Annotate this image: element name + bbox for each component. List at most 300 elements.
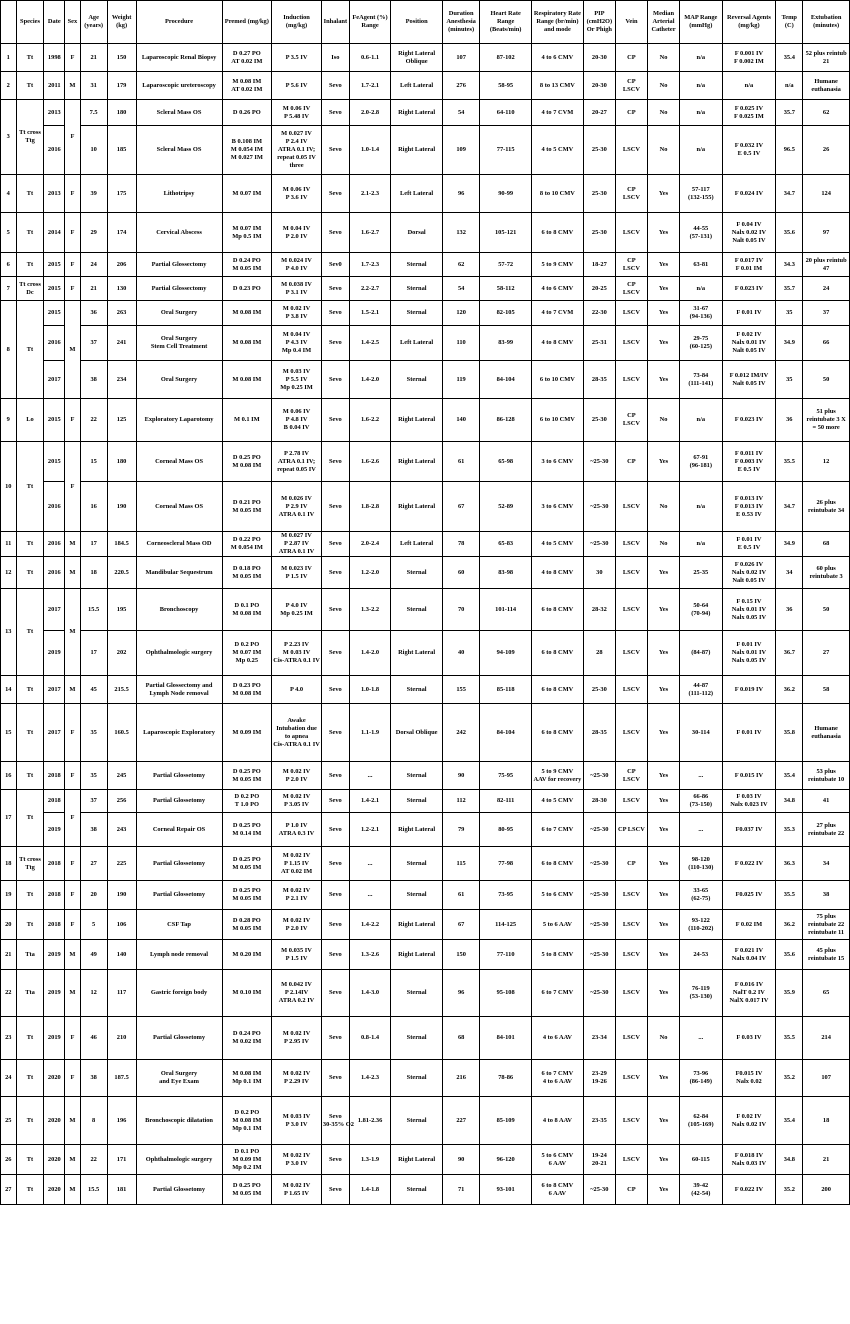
table-cell: 2015 <box>44 301 65 326</box>
table-cell: 18 <box>1 847 17 881</box>
table-cell: 22 <box>80 399 107 442</box>
table-cell: 2.0-2.8 <box>349 100 390 126</box>
cell-line: 3 <box>6 133 10 140</box>
table-cell <box>222 72 272 100</box>
table-row <box>1 532 850 557</box>
table-cell: Sevo <box>321 326 349 361</box>
table-cell: 256 <box>107 790 136 813</box>
table-cell: 2014 <box>44 213 65 253</box>
cell-line: 17 <box>5 814 12 821</box>
table-cell <box>680 589 722 631</box>
table-cell <box>680 1097 722 1145</box>
table-cell: 180 <box>107 100 136 126</box>
table-cell: Yes <box>647 910 679 940</box>
table-cell: Yes <box>647 790 679 813</box>
cell-line: P 2.0 IV <box>285 924 308 932</box>
table-cell <box>272 813 322 847</box>
table-cell: Partial Glossetomy <box>136 1175 222 1205</box>
table-cell: 227 <box>443 1097 480 1145</box>
table-cell: 18 <box>80 557 107 589</box>
table-cell: Sternal <box>391 847 443 881</box>
table-cell: M <box>65 940 81 970</box>
table-cell: Lymph node removal <box>136 940 222 970</box>
table-cell: 1.6-2.6 <box>349 442 390 482</box>
table-cell: ... <box>349 881 390 910</box>
table-cell <box>1 100 17 175</box>
table-cell: Tt <box>16 44 44 72</box>
table-cell: 2019 <box>44 813 65 847</box>
cell-line: Nalt 0.05 IV <box>732 379 766 387</box>
table-cell: 19 <box>1 881 17 910</box>
table-cell: Sternal <box>391 881 443 910</box>
cell-line: F <box>70 482 75 490</box>
cell-line: E 0.5 IV <box>737 150 761 157</box>
table-cell <box>615 399 647 442</box>
table-cell: 53 plus reintubate 10 <box>803 762 850 790</box>
table-cell: 2015 <box>44 253 65 277</box>
table-cell: 82-105 <box>480 301 532 326</box>
table-cell: 27 plus reintubate 22 <box>803 813 850 847</box>
table-cell: 1.4-2.1 <box>349 790 390 813</box>
cell-line: M 0.08 IM <box>232 461 262 469</box>
table-cell: 1.6-2.7 <box>349 213 390 253</box>
table-cell <box>272 1145 322 1175</box>
table-cell: 35 <box>80 762 107 790</box>
table-cell: 24-53 <box>680 940 722 970</box>
table-cell <box>583 1145 615 1175</box>
table-cell <box>272 1175 322 1205</box>
cell-line: 50-64 <box>693 601 709 609</box>
table-cell: No <box>647 532 679 557</box>
cell-line: 30-35% O2 <box>322 1120 354 1128</box>
table-cell <box>272 847 322 881</box>
table-cell: Partial Glossectomy <box>136 253 222 277</box>
table-cell: Sev0 <box>321 253 349 277</box>
table-cell: 187.5 <box>107 1060 136 1097</box>
table-cell <box>272 557 322 589</box>
cell-line: M 0.02 IV <box>282 305 311 312</box>
cell-line: M 0.02 IV <box>282 1151 311 1159</box>
table-cell: 20-30 <box>583 44 615 72</box>
table-cell: 67 <box>443 910 480 940</box>
table-cell: 8 to 10 CMV <box>532 175 584 213</box>
table-cell: 6 to 10 CMV <box>532 361 584 399</box>
cell-line: F <box>70 133 75 140</box>
table-cell: 84-101 <box>480 1017 532 1060</box>
table-cell: ~25-30 <box>583 940 615 970</box>
cell-line: D 0.2 PO <box>234 1108 260 1116</box>
cell-line: ATRA 0.1 IV <box>278 510 315 518</box>
table-cell: 25-30 <box>583 213 615 253</box>
cell-line: LSCV <box>622 193 640 201</box>
table-cell: CP LSCV <box>615 813 647 847</box>
column-header: Vein <box>615 1 647 44</box>
table-cell <box>222 847 272 881</box>
cell-line: D 0.18 PO <box>232 564 261 572</box>
cell-line: M 0.03 IV <box>282 367 311 375</box>
table-cell <box>680 442 722 482</box>
cell-line: P 2.78 IV <box>284 449 310 457</box>
table-cell <box>222 442 272 482</box>
table-cell <box>272 175 322 213</box>
table-cell: Yes <box>647 557 679 589</box>
table-cell: LSCV <box>615 704 647 762</box>
table-cell: Right Lateral <box>391 442 443 482</box>
table-cell <box>222 589 272 631</box>
column-header: Inhalant <box>321 1 349 44</box>
cell-line: P 1.0 IV <box>285 821 308 829</box>
table-cell: 150 <box>443 940 480 970</box>
column-header: Respiratory Rate Range (br/min) and mode <box>532 1 584 44</box>
table-cell: M 0.08 IM <box>222 301 272 326</box>
table-cell: Left Lateral <box>391 532 443 557</box>
cell-line: ATRA 0.1 IV <box>278 548 315 555</box>
cell-line: Nalt 0.05 IV <box>732 576 766 584</box>
cell-line: M 0.08 IM <box>232 1116 262 1124</box>
table-cell: 85-118 <box>480 676 532 704</box>
table-cell: 68 <box>803 532 850 557</box>
table-cell: 50 <box>803 589 850 631</box>
table-cell: Yes <box>647 1175 679 1205</box>
table-cell: LSCV <box>615 790 647 813</box>
table-cell: 2018 <box>44 881 65 910</box>
table-cell: Sevo <box>321 1145 349 1175</box>
table-cell: 206 <box>107 253 136 277</box>
table-cell: 22-30 <box>583 301 615 326</box>
table-cell: n/a <box>680 72 722 100</box>
table-cell: 6 to 8 CMV <box>532 676 584 704</box>
table-cell: Sevo <box>321 589 349 631</box>
cell-line: F 0.15 IV <box>736 597 762 605</box>
table-cell: 90-99 <box>480 175 532 213</box>
cell-line: P 2.87 IV <box>284 540 310 547</box>
table-row <box>1 1060 850 1097</box>
table-cell <box>532 1060 584 1097</box>
cell-line: 93-122 <box>691 916 710 924</box>
table-cell: 97 <box>803 213 850 253</box>
table-cell <box>1 589 17 676</box>
table-cell <box>321 1097 354 1145</box>
table-cell: 36 <box>776 399 803 442</box>
table-cell: Tt cross Ttg <box>16 847 44 881</box>
table-cell: Sevo <box>321 532 349 557</box>
cell-line: M 0.08 IM <box>232 1070 262 1077</box>
table-row <box>1 44 850 72</box>
cell-line: LSCV <box>622 420 640 427</box>
table-cell: 4 to 8 CMV <box>532 326 584 361</box>
table-cell: 86-128 <box>480 399 532 442</box>
table-cell: Partial Glossectomy <box>136 277 222 301</box>
cell-line: P 2.4 IV <box>285 138 308 145</box>
table-cell: 8 to 13 CMV <box>532 72 584 100</box>
cell-line: M 0.026 IV <box>281 494 312 502</box>
cell-line: 29-75 <box>693 335 709 342</box>
table-cell: M 0.07 IM <box>222 175 272 213</box>
table-cell: Sevo <box>321 100 349 126</box>
cell-line: D 0.1 PO <box>234 601 260 609</box>
table-cell: Right Lateral <box>391 631 443 676</box>
cell-line: 31-67 <box>693 305 709 312</box>
table-cell: Tt <box>16 532 44 557</box>
table-cell: No <box>647 44 679 72</box>
table-cell: Tt <box>16 1017 44 1060</box>
table-cell: 196 <box>107 1097 136 1145</box>
table-cell: 83-98 <box>480 557 532 589</box>
cell-line: P 2.23 IV <box>284 641 310 648</box>
cell-line: P 5.48 IV <box>284 112 310 120</box>
table-cell: ~25-30 <box>583 442 615 482</box>
table-cell: 29 <box>80 213 107 253</box>
table-cell: P 4.0 <box>272 676 322 704</box>
table-cell: 34.9 <box>776 532 803 557</box>
table-cell: Sevo <box>321 1060 349 1097</box>
column-header: Induction (mg/kg) <box>272 1 322 44</box>
table-cell: 14 <box>1 676 17 704</box>
table-row <box>1 940 850 970</box>
table-cell: Exploratory Laparotomy <box>136 399 222 442</box>
table-cell: 96 <box>443 175 480 213</box>
table-cell: 35.4 <box>776 762 803 790</box>
table-cell: Sevo <box>321 213 349 253</box>
table-cell: Partial Glossetomy <box>136 790 222 813</box>
cell-line: M 0.05 IM <box>232 264 262 272</box>
cell-line: P 2.29 IV <box>284 1078 310 1085</box>
table-cell: 34 <box>803 847 850 881</box>
table-cell: 65-83 <box>480 532 532 557</box>
table-cell: 96 <box>443 970 480 1017</box>
cell-line: 44-55 <box>693 224 709 232</box>
table-cell: F <box>65 253 81 277</box>
table-cell: Tt <box>16 1060 44 1097</box>
cell-line: Mp 0.2 IM <box>232 1163 262 1171</box>
table-cell: CSF Tap <box>136 910 222 940</box>
table-cell: F <box>65 762 81 790</box>
table-cell: Sevo <box>321 399 349 442</box>
table-row <box>1 813 850 847</box>
table-cell: 1 <box>1 44 17 72</box>
table-cell: 2020 <box>44 1097 65 1145</box>
table-cell <box>65 589 81 676</box>
table-cell: 22 <box>80 1145 107 1175</box>
table-cell: Right Lateral <box>391 482 443 532</box>
table-cell: 2020 <box>44 1145 65 1175</box>
table-cell: 24 <box>80 253 107 277</box>
cell-line: Stem Cell Treatment <box>150 343 208 350</box>
cell-line: D 0.28 PO <box>232 916 261 924</box>
table-cell: 10 <box>80 126 107 175</box>
cell-line: M 0.05 IM <box>232 895 262 902</box>
table-cell: Tt <box>16 557 44 589</box>
table-cell <box>722 1145 776 1175</box>
table-cell: CP <box>615 442 647 482</box>
cell-line: (96-181) <box>689 461 712 469</box>
table-cell <box>615 175 647 213</box>
cell-line: P 2.0 IV <box>285 775 308 783</box>
table-cell: n/a <box>680 399 722 442</box>
table-cell: 210 <box>107 1017 136 1060</box>
table-cell: 34.9 <box>776 326 803 361</box>
cell-line: M 0.03 IV <box>282 649 311 656</box>
table-cell: LSCV <box>615 482 647 532</box>
cell-line: M 0.02 IV <box>282 887 311 894</box>
cell-line: (70-94) <box>691 609 711 617</box>
cell-line: (110-202) <box>688 924 714 932</box>
cell-line: M <box>69 628 76 635</box>
table-cell: 54 <box>443 100 480 126</box>
table-cell: Yes <box>647 361 679 399</box>
cell-line: 33-65 <box>693 887 709 894</box>
table-cell: M <box>65 557 81 589</box>
table-cell: 20 plus reintub 47 <box>803 253 850 277</box>
table-cell: 34 <box>776 557 803 589</box>
cell-line: M 0.02 IV <box>282 1030 311 1037</box>
table-row <box>1 277 850 301</box>
cell-line: M 0.08 IM <box>232 77 262 85</box>
cell-line: Oral Surgery <box>160 1070 198 1077</box>
table-cell: Sternal <box>391 557 443 589</box>
cell-line: 13 <box>5 628 12 635</box>
table-cell: 1.8-2.8 <box>349 482 390 532</box>
table-cell: 82-111 <box>480 790 532 813</box>
table-cell <box>222 482 272 532</box>
table-cell: 23 <box>1 1017 17 1060</box>
table-cell: 6 to 8 CMV <box>532 704 584 762</box>
cell-line: F 0.02 IV <box>736 1112 762 1120</box>
table-row <box>1 442 850 482</box>
table-cell: 41 <box>803 790 850 813</box>
table-cell: 34.7 <box>776 482 803 532</box>
table-cell: F 0.023 IV <box>722 277 776 301</box>
table-cell: Sevo <box>321 301 349 326</box>
table-cell: 140 <box>443 399 480 442</box>
table-cell: M <box>65 1145 81 1175</box>
table-cell: D 0.26 PO <box>222 100 272 126</box>
cell-line: Nalx 0.023 IV <box>730 801 768 808</box>
table-cell <box>16 790 44 847</box>
table-cell: Sevo <box>321 881 349 910</box>
table-cell: 94-109 <box>480 631 532 676</box>
cell-line: 39-42 <box>693 1181 709 1189</box>
table-cell: 276 <box>443 72 480 100</box>
table-cell: ... <box>680 813 722 847</box>
table-cell: LSCV <box>615 1060 647 1097</box>
table-cell: 155 <box>443 676 480 704</box>
table-cell: Tt <box>16 1097 44 1145</box>
table-cell: 140 <box>107 940 136 970</box>
cell-line: LSCV <box>622 264 640 272</box>
table-cell: 35 <box>776 361 803 399</box>
table-cell: 1.4-1.8 <box>349 1175 390 1205</box>
cell-line: F 0.021 IV <box>734 946 764 954</box>
cell-line: (57-131) <box>689 232 712 240</box>
table-cell <box>272 326 322 361</box>
table-cell: ~25-30 <box>583 970 615 1017</box>
table-cell: 6 to 8 CMV <box>532 589 584 631</box>
table-cell: 17 <box>80 532 107 557</box>
table-cell: 2018 <box>44 762 65 790</box>
cell-line: AT 0.02 IM <box>231 85 263 93</box>
table-cell: ~25-30 <box>583 1175 615 1205</box>
table-cell: 28-35 <box>583 704 615 762</box>
table-cell: 101-114 <box>480 589 532 631</box>
table-cell: 75-95 <box>480 762 532 790</box>
cell-line: CP <box>627 185 636 193</box>
table-cell: 35.7 <box>776 100 803 126</box>
table-cell: 2016 <box>44 482 65 532</box>
table-cell: 23-35 <box>583 1097 615 1145</box>
table-cell: 15.5 <box>80 1175 107 1205</box>
table-cell: Tt cross Dc <box>16 277 44 301</box>
table-cell: 68 <box>443 1017 480 1060</box>
column-header: MAP Range (mmHg) <box>680 1 722 44</box>
cell-line: M 0.07 IM <box>232 649 262 656</box>
cell-line: LSCV <box>622 775 640 783</box>
table-cell: Right Lateral <box>391 399 443 442</box>
cell-line: M 0.02 IV <box>282 767 311 775</box>
table-cell: 181 <box>107 1175 136 1205</box>
table-cell: 35.5 <box>776 1017 803 1060</box>
table-cell: 39 <box>80 175 107 213</box>
table-cell: 25-30 <box>583 175 615 213</box>
cell-line: D 0.2 PO <box>234 793 260 800</box>
table-cell <box>680 847 722 881</box>
cell-line: 67-91 <box>693 453 709 461</box>
table-cell: 70 <box>443 589 480 631</box>
table-cell: 95-108 <box>480 970 532 1017</box>
table-cell: Sternal <box>391 762 443 790</box>
table-cell: CP <box>615 1175 647 1205</box>
table-cell: Yes <box>647 1060 679 1097</box>
table-cell: 5 to 6 AAV <box>532 910 584 940</box>
table-cell: F 0.022 IV <box>722 847 776 881</box>
table-cell: 112 <box>443 790 480 813</box>
table-cell: LSCV <box>615 940 647 970</box>
table-cell: 36.2 <box>776 676 803 704</box>
table-row <box>1 482 850 532</box>
table-cell: 1.2-2.1 <box>349 813 390 847</box>
table-cell: 31 <box>80 72 107 100</box>
table-row <box>1 557 850 589</box>
table-cell: 6 to 7 CMV <box>532 813 584 847</box>
cell-line: F 0.01 IV <box>736 536 762 543</box>
table-cell: 2020 <box>44 1060 65 1097</box>
cell-line: 10 <box>5 482 12 490</box>
cell-line: 57-117 <box>691 185 710 193</box>
cell-line: Tt cross Ttg <box>19 129 41 144</box>
table-cell: 5 <box>1 213 17 253</box>
cell-line: F 0.003 IV <box>734 457 764 465</box>
cell-line: F 0.013 IV <box>734 494 764 502</box>
column-header: FeAgent (%) Range <box>349 1 390 44</box>
cell-line: D 0.21 PO <box>232 498 261 506</box>
cell-line: P 5.5 IV <box>285 375 308 383</box>
table-cell: ... <box>349 762 390 790</box>
cell-line: P 3.05 IV <box>284 801 310 808</box>
table-cell: LSCV <box>615 557 647 589</box>
table-cell: 63-81 <box>680 253 722 277</box>
table-cell: 110 <box>443 326 480 361</box>
cell-line: Cis-ATRA 0.1 IV <box>273 740 320 748</box>
table-cell: 2011 <box>44 72 65 100</box>
table-cell: Tt <box>16 1175 44 1205</box>
table-cell: 26 <box>1 1145 17 1175</box>
table-cell: 3 to 6 CMV <box>532 482 584 532</box>
table-cell <box>272 704 322 762</box>
table-cell: F <box>65 213 81 253</box>
cell-line: M 0.035 IV <box>281 946 312 954</box>
table-cell: 28-30 <box>583 790 615 813</box>
table-cell: 1.4-2.2 <box>349 910 390 940</box>
